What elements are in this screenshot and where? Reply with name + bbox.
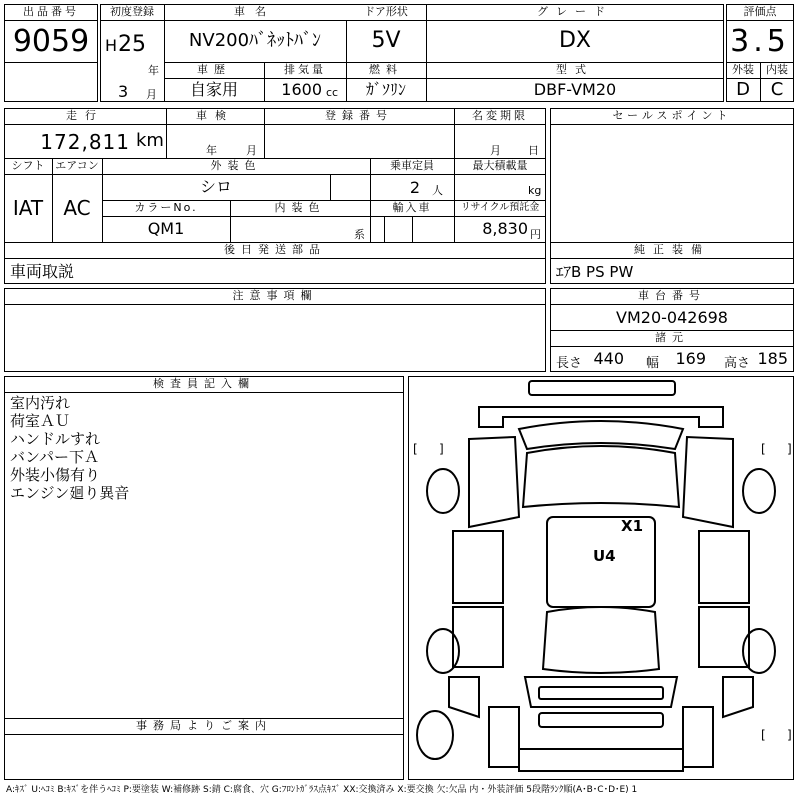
capacity-label: 乗車定員 — [390, 159, 434, 172]
sales-points-label: セールスポイント — [612, 109, 732, 122]
max-load-unit: kg — [528, 184, 542, 197]
later-parts: 車両取説 — [10, 262, 75, 281]
month-unit: 月 — [146, 88, 157, 101]
car-diagram-box — [408, 376, 794, 780]
dims-label: 諸元 — [655, 331, 689, 344]
exterior-grade: D — [736, 80, 750, 100]
length-label: 長さ — [556, 356, 582, 371]
length: 440 — [593, 349, 624, 368]
first-reg-label: 初度登録 — [110, 5, 154, 18]
remark-line: バンパー下Ａ — [10, 448, 99, 466]
year-unit: 年 — [148, 64, 159, 77]
recycle-unit: 円 — [530, 228, 541, 241]
name-change-label: 名変期限 — [472, 109, 528, 122]
chassis-label: 車台番号 — [638, 289, 706, 302]
car-name-label: 車名 — [234, 5, 276, 18]
remark-line: エンジン廻り異音 — [10, 484, 130, 502]
model-label: 型式 — [556, 63, 594, 76]
car-diagram — [409, 377, 793, 779]
recycle: 8,830 — [482, 219, 528, 238]
exterior-label: 外装 — [732, 63, 754, 76]
history-label: 車歴 — [197, 63, 231, 76]
interior-grade: C — [770, 80, 784, 100]
displacement-label: 排気量 — [284, 63, 326, 76]
ext-color: シロ — [199, 177, 232, 196]
inspection-label: 車検 — [196, 109, 234, 122]
capacity-unit: 人 — [432, 184, 443, 197]
shift: IAT — [12, 196, 44, 220]
svg-text:]: ] — [787, 442, 792, 456]
first-reg-month: 3 — [118, 82, 129, 101]
equipment: ｴｱB PS PW — [556, 263, 634, 281]
score-label: 評価点 — [743, 5, 777, 18]
interior-label: 内装 — [766, 63, 788, 76]
mileage-unit: km — [136, 130, 164, 151]
remark-line: 室内汚れ — [10, 394, 71, 412]
fuel: ｶﾞｿﾘﾝ — [365, 80, 406, 99]
car-name: NV200ﾊﾞﾈｯﾄﾊﾞﾝ — [188, 30, 322, 51]
equipment-label: 純正装備 — [634, 243, 710, 256]
width-label: 幅 — [646, 356, 660, 371]
grade-label: グレード — [537, 5, 613, 18]
int-color-unit: 系 — [354, 228, 365, 241]
inspector-remarks — [10, 394, 390, 502]
mileage: 172,811 — [40, 130, 130, 154]
svg-text:]: ] — [787, 728, 792, 742]
grade: DX — [558, 28, 591, 53]
lot-number-label: 出品番号 — [23, 5, 79, 18]
door: 5V — [371, 28, 401, 53]
name-change-day-unit: 日 — [528, 144, 539, 157]
model: DBF-VM20 — [533, 80, 617, 99]
remark-line: 外装小傷有り — [10, 466, 101, 484]
capacity: 2 — [409, 178, 420, 197]
first-reg-year: 25 — [118, 32, 146, 57]
svg-text:[: [ — [413, 442, 418, 456]
max-load-label: 最大積載量 — [472, 159, 528, 172]
history: 自家用 — [189, 80, 238, 99]
lot-number: 9059 — [12, 24, 90, 59]
mileage-label: 走行 — [66, 109, 104, 122]
height: 185 — [757, 349, 788, 368]
int-color-label: 内装色 — [274, 201, 326, 214]
shift-label: シフト — [11, 159, 45, 172]
inspector-label: 検査員記入欄 — [153, 377, 255, 390]
recycle-label: リサイクル預託金 — [460, 202, 540, 213]
svg-text:[: [ — [761, 728, 766, 742]
ac: AC — [63, 196, 91, 220]
color-no-label: カラーNo. — [134, 201, 198, 214]
ext-color-label: 外装色 — [210, 159, 262, 172]
height-label: 高さ — [724, 356, 751, 371]
svg-text:[: [ — [761, 442, 766, 456]
inspection-year-unit: 年 — [206, 144, 217, 157]
svg-text:]: ] — [439, 442, 444, 456]
displacement: 1600 — [281, 80, 322, 99]
color-no: QM1 — [147, 219, 185, 238]
displacement-unit: cc — [326, 86, 339, 99]
import-label: 輸入車 — [392, 201, 432, 214]
width: 169 — [675, 349, 706, 368]
caution-label: 注意事項欄 — [232, 289, 318, 302]
legend: A:ｷｽﾞ U:ﾍｺﾐ B:ｷｽﾞを伴うﾍｺﾐ P:要塗装 W:補修跡 S:錆 C:腐食、穴 G:ﾌﾛﾝﾄｶﾞﾗｽ点ｷｽﾞ XX:交換済み X:要交換 欠:欠品 内・外装評価 5段階ﾗﾝｸ順(A･B･C･D･E) 1 — [6, 785, 638, 795]
damage-mark: X1 — [621, 517, 644, 535]
chassis-number: VM20-042698 — [616, 308, 728, 327]
office-label: 事務局よりご案内 — [136, 719, 272, 732]
era: H — [105, 36, 118, 55]
inspection-month-unit: 月 — [246, 144, 257, 157]
later-parts-label: 後日発送部品 — [224, 243, 326, 256]
remark-line: ハンドルすれ — [10, 430, 101, 448]
door-label: ドア形状 — [364, 5, 408, 18]
remark-line: 荷室ＡＵ — [10, 412, 71, 430]
score: 3.5 — [730, 24, 790, 59]
fuel-label: 燃料 — [369, 63, 403, 76]
name-change-month-unit: 月 — [490, 144, 501, 157]
damage-mark: U4 — [593, 547, 616, 565]
reg-no-label: 登録番号 — [325, 109, 393, 122]
ac-label: エアコン — [55, 159, 99, 172]
